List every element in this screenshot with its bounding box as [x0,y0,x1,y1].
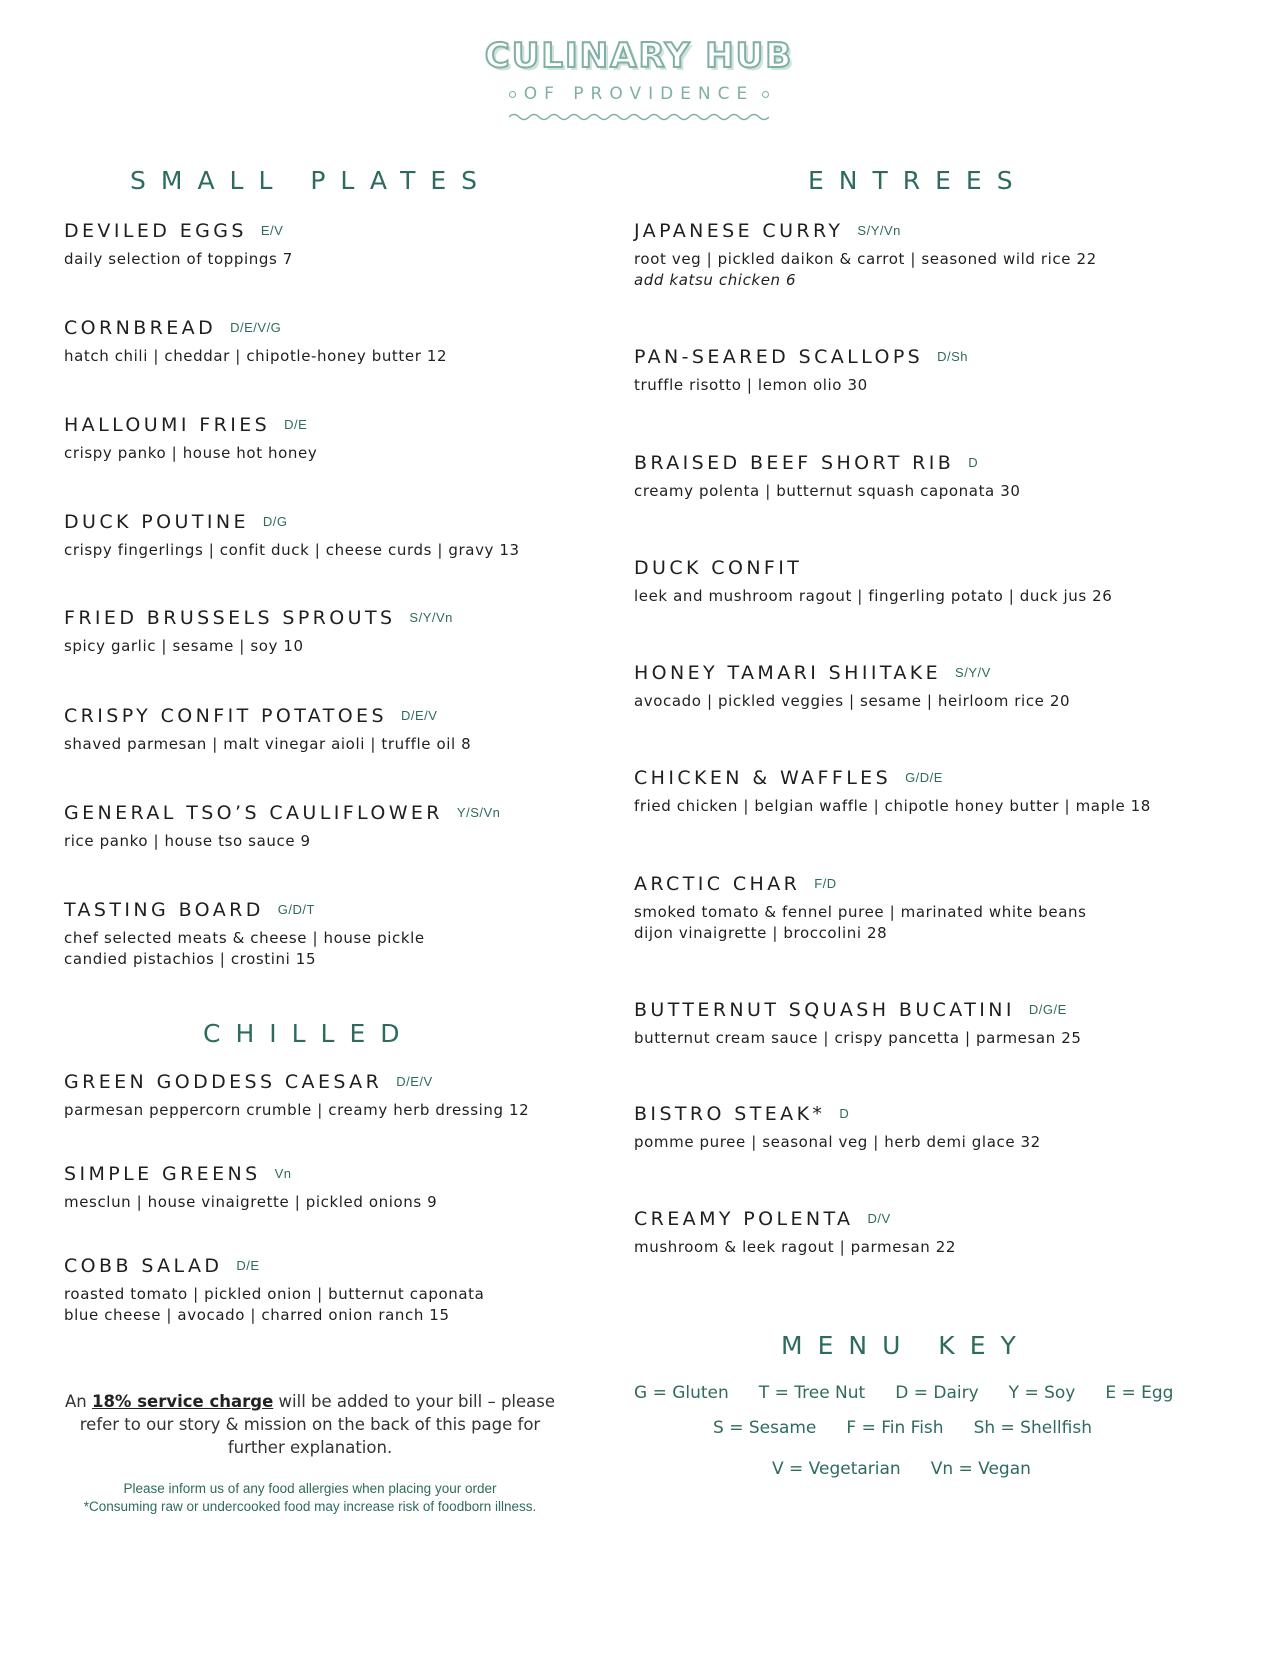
menu-item-name [64,316,447,340]
menu-key-entry: Y = Soy [1008,1383,1076,1403]
menu-item-description [634,1028,1081,1049]
service-note-pre: An [64,1392,92,1411]
menu-item [634,345,968,396]
allergen-tag: D/E/V [400,708,438,723]
circle-ornament-icon [762,91,769,98]
description-line: dijon vinaigrette | broccolini 28 [634,924,888,942]
menu-item-title: DEVILED EGGS [64,220,247,242]
menu-key-entry: V = Vegetarian [772,1459,901,1479]
menu-item-description [634,375,968,396]
menu-item-description [634,691,1070,712]
menu-item-description [634,1237,956,1258]
menu-item-name [634,219,1097,243]
menu-item-title: BUTTERNUT SQUASH BUCATINI [634,999,1015,1021]
menu-item-name [64,510,520,534]
menu-key-entry: F = Fin Fish [846,1418,944,1438]
menu-item [634,872,1087,944]
description-line: blue cheese | avocado | charred onion ranch 15 [64,1306,450,1324]
menu-item [64,606,453,657]
description-line: truffle risotto | lemon olio 30 [634,376,868,394]
menu-item-title: GREEN GODDESS CAESAR [64,1071,383,1093]
menu-item-title: TASTING BOARD [64,899,264,921]
menu-item-title: CRISPY CONFIT POTATOES [64,705,387,727]
menu-item-name [634,1102,1041,1126]
menu-item-addon: add katsu chicken 6 [634,271,797,289]
menu-item-description [64,540,520,561]
menu-item-name [64,413,317,437]
allergen-tag: D [968,455,979,470]
description-line: smoked tomato & fennel puree | marinated white beans [634,903,1087,921]
menu-item-description [64,928,425,970]
menu-item-title: HONEY TAMARI SHIITAKE [634,662,942,684]
description-line: rice panko | house tso sauce 9 [64,832,311,850]
menu-item [64,219,293,270]
allergen-tag: D/E/V [396,1074,433,1089]
menu-item-title: HALLOUMI FRIES [64,414,271,436]
section-title-menu-key: MENU KEY [781,1331,1031,1360]
allergen-tag: D/V [867,1211,891,1226]
allergen-tag: D/Sh [937,349,969,364]
allergen-tag: F/D [814,876,837,891]
menu-item-title: CHICKEN & WAFFLES [634,767,892,789]
menu-key-entry: S = Sesame [713,1418,817,1438]
description-line: roasted tomato | pickled onion | butternut caponata [64,1285,485,1303]
menu-item [634,1207,956,1258]
menu-item-name [64,1162,437,1186]
menu-item-description [64,1284,484,1326]
menu-item [64,801,500,852]
allergy-note-line: Please inform us of any food allergies when placing your order [123,1481,497,1496]
allergen-tag: G/D/E [905,770,943,785]
service-note-post: will be added to your bill – please refer to our story & mission on the back of this page for further explanation. [79,1392,556,1457]
description-line: butternut cream sauce | crispy pancetta | parmesan 25 [634,1029,1082,1047]
menu-item-name [64,1254,484,1278]
menu-item [64,704,471,755]
menu-item-description [64,831,500,852]
menu-item-name [64,1070,529,1094]
menu-key-entry: G = Gluten [634,1383,729,1403]
menu-item [64,510,520,561]
menu-item-name [64,704,471,728]
menu-item-name [64,219,293,243]
description-line: chef selected meats & cheese | house pickle [64,929,425,947]
allergen-tag: S/Y/Vn [409,610,453,625]
menu-item-title: PAN-SEARED SCALLOPS [634,346,924,368]
menu-key-entry: Vn = Vegan [930,1459,1031,1479]
menu-item-description [634,902,1087,944]
description-line: hatch chili | cheddar | chipotle-honey butter 12 [64,347,448,365]
description-line: leek and mushroom ragout | fingerling potato | duck jus 26 [634,587,1113,605]
description-line: mushroom & leek ragout | parmesan 22 [634,1238,957,1256]
description-line: shaved parmesan | malt vinegar aioli | truffle oil 8 [64,735,472,753]
menu-item-title: BRAISED BEEF SHORT RIB [634,452,955,474]
restaurant-logo [0,34,1278,122]
allergen-tag: D/E [284,417,308,432]
allergen-tag: Y/S/Vn [456,805,501,820]
menu-item [634,556,1112,607]
menu-item-description [64,346,447,367]
menu-item-title: SIMPLE GREENS [64,1163,261,1185]
allergen-tag: D/E/V/G [230,320,282,335]
description-line: creamy polenta | butternut squash caponata 30 [634,482,1021,500]
menu-item-name [634,345,968,369]
allergen-tag: D/G [262,514,288,529]
menu-item [64,1070,529,1121]
menu-item [64,1254,484,1326]
menu-key-entry: Sh = Shellfish [973,1418,1092,1438]
description-line: crispy panko | house hot honey [64,444,318,462]
menu-item [634,766,1151,817]
menu-item-title: ARCTIC CHAR [634,873,801,895]
menu-item-title: DUCK CONFIT [634,557,803,579]
description-line: mesclun | house vinaigrette | pickled onions 9 [64,1193,438,1211]
menu-item [634,1102,1041,1153]
description-line: parmesan peppercorn crumble | creamy herb dressing 12 [64,1101,530,1119]
circle-ornament-icon [509,91,516,98]
menu-item [634,661,1070,712]
allergen-tag: S/Y/Vn [857,223,901,238]
service-charge-amount: 18% service charge [91,1392,274,1411]
service-charge-note [60,1390,560,1459]
allergen-tag: E/V [260,223,284,238]
description-line: candied pistachios | crostini 15 [64,950,317,968]
menu-item [634,451,1021,502]
menu-item-description [64,249,293,270]
menu-key-row [713,1417,1092,1439]
description-line: fried chicken | belgian waffle | chipotle honey butter | maple 18 [634,797,1151,815]
allergen-tag: D [839,1106,850,1121]
description-line: daily selection of toppings 7 [64,250,293,268]
menu-key-entry: E = Egg [1105,1383,1174,1403]
menu-item [634,219,1097,291]
menu-item-title: CORNBREAD [64,317,217,339]
allergen-tag: G/D/T [277,902,315,917]
menu-item [634,998,1081,1049]
section-title-small-plates: SMALL PLATES [130,166,493,195]
menu-key-row [634,1382,1173,1404]
menu-key-entry: T = Tree Nut [758,1383,866,1403]
menu-item-description [634,796,1151,817]
raw-food-warning: *Consuming raw or undercooked food may increase risk of foodborn illness. [83,1499,537,1514]
description-line: spicy garlic | sesame | soy 10 [64,637,304,655]
menu-item-name [634,556,1112,580]
menu-item-description [64,1192,437,1213]
allergen-tag: Vn [274,1166,292,1181]
menu-item-title: GENERAL TSO’S CAULIFLOWER [64,802,443,824]
menu-item-title: DUCK POUTINE [64,511,249,533]
logo-subtitle [0,82,1278,106]
menu-item-name [634,872,1087,896]
section-title-entrees: ENTREES [808,166,1028,195]
menu-item [64,316,447,367]
menu-item-title: CREAMY POLENTA [634,1208,854,1230]
description-line: avocado | pickled veggies | sesame | heirloom rice 20 [634,692,1071,710]
menu-item [64,1162,437,1213]
menu-item-name [64,898,425,922]
menu-item-title: BISTRO STEAK* [634,1103,826,1125]
menu-item-name [634,766,1151,790]
menu-item-name [64,606,453,630]
menu-item [64,898,425,970]
menu-item-description [64,636,453,657]
section-title-chilled: CHILLED [203,1019,415,1048]
allergen-tag: S/Y/V [955,665,991,680]
menu-item-title: FRIED BRUSSELS SPROUTS [64,607,396,629]
wavy-line-icon [509,112,769,122]
description-line: root veg | pickled daikon & carrot | seasoned wild rice 22 [634,250,1097,268]
menu-item-name [634,451,1021,475]
menu-key-row [772,1458,1031,1480]
description-line: pomme puree | seasonal veg | herb demi glace 32 [634,1133,1041,1151]
menu-item-name [634,661,1070,685]
logo-subtitle-text: OF PROVIDENCE [523,84,755,104]
menu-item-description [634,1132,1041,1153]
menu-item-description [64,734,471,755]
allergen-tag: D/G/E [1028,1002,1067,1017]
menu-item [64,413,317,464]
menu-item-description [634,481,1021,502]
allergy-note [60,1480,560,1516]
menu-item-description [634,249,1097,270]
logo-title: CULINARY HUB [484,36,794,76]
allergen-tag: D/E [236,1258,260,1273]
menu-item-title: JAPANESE CURRY [634,220,844,242]
description-line: crispy fingerlings | confit duck | cheese curds | gravy 13 [64,541,520,559]
menu-item-name [634,998,1081,1022]
menu-item-name [64,801,500,825]
menu-item-description [634,586,1112,607]
menu-key-entry: D = Dairy [895,1383,979,1403]
menu-item-title: COBB SALAD [64,1255,223,1277]
menu-item-name [634,1207,956,1231]
menu-item-description [64,1100,529,1121]
menu-item-description [64,443,317,464]
